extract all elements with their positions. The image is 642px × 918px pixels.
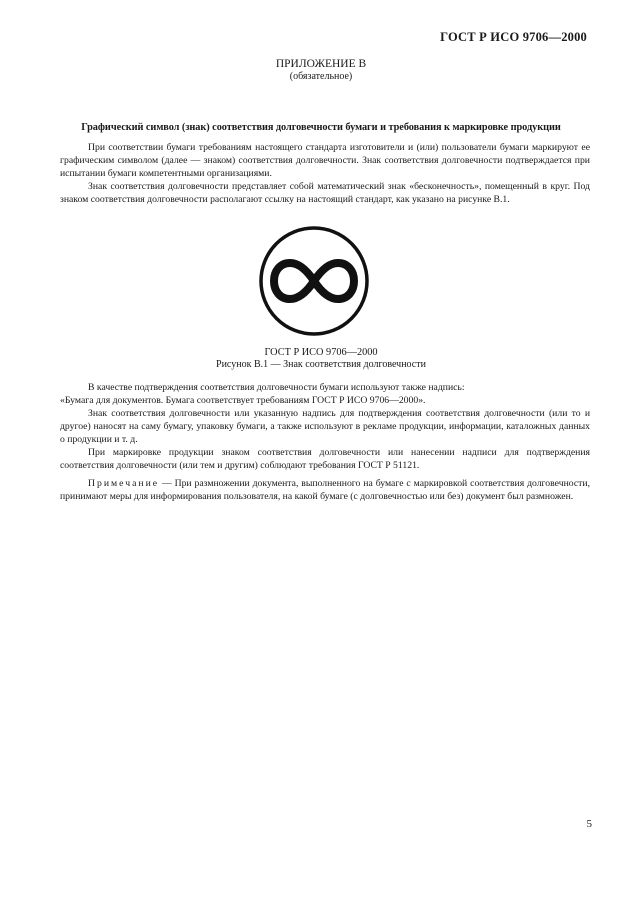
document-standard-header: ГОСТ Р ИСО 9706—2000 — [440, 30, 587, 44]
paragraph-marking-requirement: При соответствии бумаги требованиям настоящего стандарта изготовители и (или) пользователи бумаги маркируют ее графическим символом (далее — знаком) соответствия долговечности. Знак соответствия долговечности подтверждается при испытании бумаги компетентными организациями. — [60, 142, 590, 179]
paragraph-standard-compliance: При маркировке продукции знаком соответствия долговечности или нанесении надписи для подтверждения соответствия долговечности (или тем и другим) соблюдают требования ГОСТ Р 51121. — [60, 447, 590, 471]
intro-text-block — [60, 141, 590, 206]
figure-standard-reference: ГОСТ Р ИСО 9706—2000 — [264, 347, 378, 358]
infinity-in-circle-icon — [258, 225, 370, 337]
figure-caption: Рисунок В.1 — Знак соответствия долговечности — [216, 359, 426, 370]
paragraph-symbol-description: Знак соответствия долговечности представляет собой математический знак «бесконечность», помещенный в круг. Под знаком соответствия долговечности располагают ссылку на настоящий стандарт, как указано на рисунке В.1. — [60, 181, 590, 205]
paragraph-inscription-intro: В качестве подтверждения соответствия долговечности бумаги используют также надпись: — [88, 382, 465, 393]
page-number: 5 — [586, 818, 592, 830]
section-heading: Графический символ (знак) соответствия долговечности бумаги и требования к маркировке продукции — [81, 122, 561, 133]
note-block — [60, 477, 590, 503]
symbol-infinity-shape — [274, 263, 354, 299]
note-paragraph — [60, 477, 590, 503]
note-text: — При размножении документа, выполненного на бумаге с маркировкой соответствия долговечности, принимают меры для информирования пользователя, на какой бумаге (с долговечностью или без) документ был размножен. — [60, 478, 590, 502]
marking-text-block — [60, 381, 590, 472]
appendix-title: ПРИЛОЖЕНИЕ В — [275, 58, 367, 70]
appendix-status-note: (обязательное) — [289, 71, 353, 82]
paragraph-inscription-quote: «Бумага для документов. Бумага соответствует требованиям ГОСТ Р ИСО 9706—2000». — [60, 395, 426, 406]
paragraph-application: Знак соответствия долговечности или указанную надпись для подтверждения соответствия долговечности (или то и другое) наносят на саму бумагу, упаковку бумаги, а также используют в рекламе продукции, информации, каталожных данных о продукции и т. д. — [60, 408, 590, 445]
note-label: Примечание — [88, 478, 160, 489]
